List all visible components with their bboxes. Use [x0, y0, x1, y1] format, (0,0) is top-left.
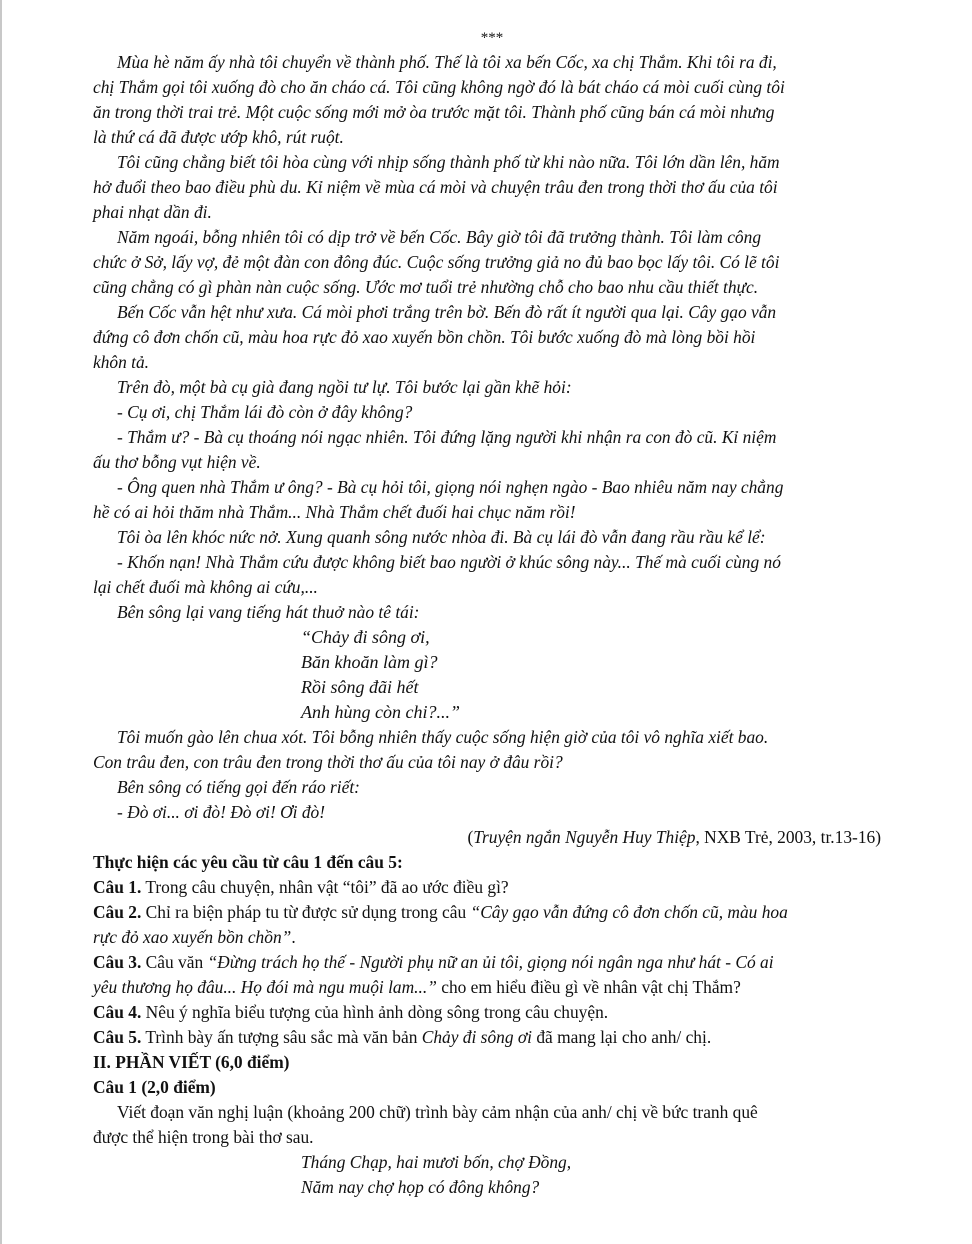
story-paragraph: [93, 600, 885, 625]
question-3-cont: [93, 975, 885, 1000]
text-line: Tôi muốn gào lên chua xót. Tôi bỗng nhiên thấy cuộc sống hiện giờ của tôi vô nghĩa xiết bao.: [117, 727, 769, 747]
document-page: [93, 26, 885, 1200]
work-title: Chảy đi sông ơi: [421, 1027, 532, 1047]
source-citation: [93, 825, 885, 850]
question-1: [93, 875, 885, 900]
citation-details: , NXB Trẻ, 2003, tr.13-16): [695, 827, 881, 847]
text-line: Tôi òa lên khóc nức nở. Xung quanh sông nước nhòa đi. Bà cụ lái đò vẫn đang rầu rầu kể lể:: [117, 527, 766, 547]
text-line: chị Thắm gọi tôi xuống đò cho ăn cháo cá. Tôi cũng không ngờ đó là bát cháo cá mòi cuối cùng tôi: [93, 77, 785, 97]
verse-line: Anh hùng còn chi?...”: [301, 702, 460, 722]
question-3: [93, 950, 885, 975]
text-line: hở đuổi theo bao điều phù du. Kỉ niệm về mùa cá mòi và chuyện trâu đen trong thời thơ ấu của tôi: [93, 177, 778, 197]
text-line: khôn tả.: [93, 352, 150, 372]
text-line: ăn trong thời trai trẻ. Một cuộc sống mới mở òa trước mặt tôi. Thành phố cũng bán cá mòi nhưng: [93, 102, 775, 122]
text-line: Con trâu đen, con trâu đen trong thời thơ ấu của tôi nay ở đâu rồi?: [93, 752, 563, 772]
question-text: Chỉ ra biện pháp tu từ được sử dụng trong câu: [141, 902, 471, 922]
citation-work: Truyện ngắn Nguyễn Huy Thiệp: [473, 827, 696, 847]
text-line: cũng chẳng có gì phàn nàn cuộc sống. Ước mơ tuổi trẻ nhường chỗ cho bao nhu cầu thiết thực.: [93, 277, 759, 297]
verse-line: Băn khoăn làm gì?: [301, 652, 438, 672]
writing-prompt: được thể hiện trong bài thơ sau.: [93, 1127, 314, 1147]
question-label: Câu 3.: [93, 952, 142, 972]
question-text: Trình bày ấn tượng sâu sắc mà văn bản: [141, 1027, 422, 1047]
writing-question-heading: Câu 1 (2,0 điểm): [93, 1077, 216, 1097]
question-label: Câu 1.: [93, 877, 142, 897]
question-text: Nêu ý nghĩa biểu tượng của hình ảnh dòng sông trong câu chuyện.: [141, 1002, 609, 1022]
story-paragraph: [93, 725, 885, 775]
text-line: Mùa hè năm ấy nhà tôi chuyển về thành phố. Thế là tôi xa bến Cốc, xa chị Thắm. Khi tôi ra đi,: [117, 52, 777, 72]
text-line: Bến Cốc vẫn hệt như xưa. Cá mòi phơi trắng trên bờ. Bến đò rất ít người qua lại. Cây gạo vẫn: [117, 302, 777, 322]
story-paragraph: [93, 225, 885, 300]
song-verse: [93, 625, 885, 725]
question-4: [93, 1000, 885, 1025]
dialogue-line: [93, 800, 885, 825]
text-line: Trên đò, một bà cụ già đang ngồi tư lự. Tôi bước lại gần khẽ hỏi:: [117, 377, 572, 397]
page-edge: [0, 0, 2, 1244]
text-line: phai nhạt dần đi.: [93, 202, 212, 222]
text-line: hề có ai hỏi thăm nhà Thắm... Nhà Thắm chết đuối hai chục năm rồi!: [93, 502, 576, 522]
story-paragraph: [93, 775, 885, 800]
text-line: là thứ cá đã được ướp khô, rút ruột.: [93, 127, 344, 147]
section-heading: II. PHẦN VIẾT (6,0 điểm): [93, 1052, 290, 1072]
text-line: ấu thơ bỗng vụt hiện về.: [93, 452, 261, 472]
story-paragraph: [93, 525, 885, 550]
citation-open: (: [467, 827, 474, 847]
story-paragraph: [93, 375, 885, 400]
verse-line: “Chảy đi sông ơi,: [301, 627, 430, 647]
story-paragraph: [93, 50, 885, 150]
text-line: đứng cô đơn chốn cũ, màu hoa rực đỏ xao xuyến bồn chồn. Tôi bước xuống đò mà lòng bồi hồi: [93, 327, 756, 347]
section-separator: ***: [480, 30, 504, 46]
question-quote: “Cây gạo vẫn đứng cô đơn chốn cũ, màu hoa: [470, 902, 788, 922]
verse-line: Rồi sông đãi hết: [301, 677, 419, 697]
writing-section: [93, 1050, 885, 1200]
question-quote: rực đỏ xao xuyến bồn chồn”: [93, 927, 292, 947]
text-line: Năm ngoái, bỗng nhiên tôi có dịp trở về bến Cốc. Bây giờ tôi đã trưởng thành. Tôi làm công: [117, 227, 762, 247]
question-text: Trong câu chuyện, nhân vật “tôi” đã ao ước điều gì?: [141, 877, 509, 897]
story-paragraph: [93, 300, 885, 375]
text-line: - Ông quen nhà Thắm ư ông? - Bà cụ hỏi tôi, giọng nói nghẹn ngào - Bao nhiêu năm nay chẳng: [117, 477, 784, 497]
text-line: - Đò ơi... ơi đò! Đò ơi! Ơi đò!: [117, 802, 326, 822]
question-label: Câu 4.: [93, 1002, 142, 1022]
story-text: [93, 50, 885, 850]
dialogue-line: [93, 400, 885, 425]
question-text: Câu văn: [141, 952, 208, 972]
poem-line: Năm nay chợ họp có đông không?: [301, 1177, 540, 1197]
question-text: đã mang lại cho anh/ chị.: [532, 1027, 712, 1047]
text-line: - Thắm ư? - Bà cụ thoáng nói ngạc nhiên. Tôi đứng lặng người khi nhận ra con đò cũ. Kỉ niệm: [117, 427, 777, 447]
text-line: - Khốn nạn! Nhà Thắm cứu được không biết bao người ở khúc sông này... Thế mà cuối cùng nó: [117, 552, 781, 572]
question-quote: yêu thương họ đâu... Họ đói mà ngu muội lam...”: [93, 977, 437, 997]
text-line: - Cụ ơi, chị Thắm lái đò còn ở đây không?: [117, 402, 413, 422]
questions-heading: Thực hiện các yêu cầu từ câu 1 đến câu 5:: [93, 852, 403, 872]
dialogue-line: [93, 475, 885, 525]
dialogue-line: [93, 425, 885, 475]
question-text: .: [291, 927, 296, 947]
story-paragraph: [93, 150, 885, 225]
text-line: Bên sông có tiếng gọi đến ráo riết:: [117, 777, 360, 797]
question-text: cho em hiểu điều gì về nhân vật chị Thắm?: [436, 977, 741, 997]
writing-prompt: Viết đoạn văn nghị luận (khoảng 200 chữ) trình bày cảm nhận của anh/ chị về bức tranh quê: [117, 1102, 758, 1122]
question-2-cont: [93, 925, 885, 950]
poem-line: Tháng Chạp, hai mươi bốn, chợ Đồng,: [301, 1152, 572, 1172]
text-line: lại chết đuối mà không ai cứu,...: [93, 577, 318, 597]
text-line: Tôi cũng chẳng biết tôi hòa cùng với nhịp sống thành phố từ khi nào nữa. Tôi lớn dần lên, hăm: [117, 152, 780, 172]
question-quote: “Đừng trách họ thế - Người phụ nữ an ủi tôi, giọng nói ngân nga như hát - Có ai: [207, 952, 774, 972]
question-label: Câu 5.: [93, 1027, 142, 1047]
quoted-poem: [93, 1150, 885, 1200]
text-line: Bên sông lại vang tiếng hát thuở nào tê tái:: [117, 602, 420, 622]
dialogue-line: [93, 550, 885, 600]
reading-questions: [93, 850, 885, 1050]
text-line: chức ở Sở, lấy vợ, đẻ một đàn con đông đúc. Cuộc sống trưởng giả no đủ bao bọc lấy tôi. Có lẽ tôi: [93, 252, 780, 272]
question-label: Câu 2.: [93, 902, 142, 922]
question-2: [93, 900, 885, 925]
question-5: [93, 1025, 885, 1050]
